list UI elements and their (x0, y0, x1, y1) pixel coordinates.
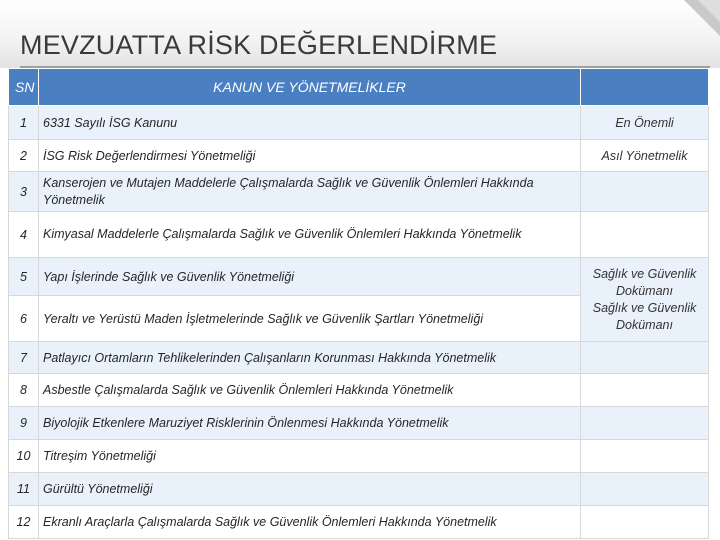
table-row (9, 473, 709, 506)
row-sn: 11 (9, 473, 39, 506)
row-note: En Önemli (581, 106, 709, 140)
row-note (581, 506, 709, 539)
table-row (9, 258, 709, 296)
header-law: KANUN VE YÖNETMELİKLER (39, 69, 581, 106)
row-note (581, 374, 709, 407)
row-law: 6331 Sayılı İSG Kanunu (39, 106, 581, 140)
row-note (581, 440, 709, 473)
header-note (581, 69, 709, 106)
table-row (9, 140, 709, 172)
row-law: Yapı İşlerinde Sağlık ve Güvenlik Yönetmeliği (39, 258, 581, 296)
page-title: MEVZUATTA RİSK DEĞERLENDİRME (20, 30, 498, 60)
table-row (9, 374, 709, 407)
row-note: Sağlık ve Güvenlik Dokümanı (592, 266, 697, 298)
row-law: Ekranlı Araçlarla Çalışmalarda Sağlık ve Güvenlik Önlemleri Hakkında Yönetmelik (39, 506, 581, 539)
row-note (581, 473, 709, 506)
row-law: Gürültü Yönetmeliği (39, 473, 581, 506)
row-law: İSG Risk Değerlendirmesi Yönetmeliği (39, 140, 581, 172)
row-law: Biyolojik Etkenlere Maruziyet Risklerinin Önlenmesi Hakkında Yönetmelik (39, 407, 581, 440)
row-sn: 6 (9, 296, 39, 342)
header-sn: SN (9, 69, 39, 106)
row-note: Asıl Yönetmelik (581, 140, 709, 172)
table-row (9, 172, 709, 212)
table-row (9, 440, 709, 473)
table-row (9, 106, 709, 140)
row-sn: 2 (9, 140, 39, 172)
row-sn: 8 (9, 374, 39, 407)
row-sn: 9 (9, 407, 39, 440)
row-note (581, 342, 709, 374)
row-sn: 1 (9, 106, 39, 140)
row-sn: 3 (9, 172, 39, 212)
table-row (9, 212, 709, 258)
row-law: Titreşim Yönetmeliği (39, 440, 581, 473)
table-row (9, 342, 709, 374)
corner-decoration-inner (698, 0, 720, 22)
row-note (581, 172, 709, 212)
legislation-table (8, 68, 709, 539)
row-law: Kanserojen ve Mutajen Maddelerle Çalışmalarda Sağlık ve Güvenlik Önlemleri Hakkında Yönetmelik (39, 172, 581, 212)
table-row (9, 407, 709, 440)
table-header-row (9, 69, 709, 106)
row-sn: 12 (9, 506, 39, 539)
row-sn: 5 (9, 258, 39, 296)
row-note (581, 407, 709, 440)
row-sn: 4 (9, 212, 39, 258)
row-law: Kimyasal Maddelerle Çalışmalarda Sağlık ve Güvenlik Önlemleri Hakkında Yönetmelik (39, 212, 581, 258)
row-law: Patlayıcı Ortamların Tehlikelerinden Çalışanların Korunması Hakkında Yönetmelik (39, 342, 581, 374)
row-law: Asbestle Çalışmalarda Sağlık ve Güvenlik Önlemleri Hakkında Yönetmelik (39, 374, 581, 407)
row-law: Yeraltı ve Yerüstü Maden İşletmelerinde Sağlık ve Güvenlik Şartları Yönetmeliği (39, 296, 581, 342)
row-sn: 10 (9, 440, 39, 473)
row-note-merged (581, 258, 709, 342)
row-note: Sağlık ve Güvenlik Dokümanı (592, 300, 697, 332)
table-row (9, 506, 709, 539)
row-sn: 7 (9, 342, 39, 374)
row-note (581, 212, 709, 258)
